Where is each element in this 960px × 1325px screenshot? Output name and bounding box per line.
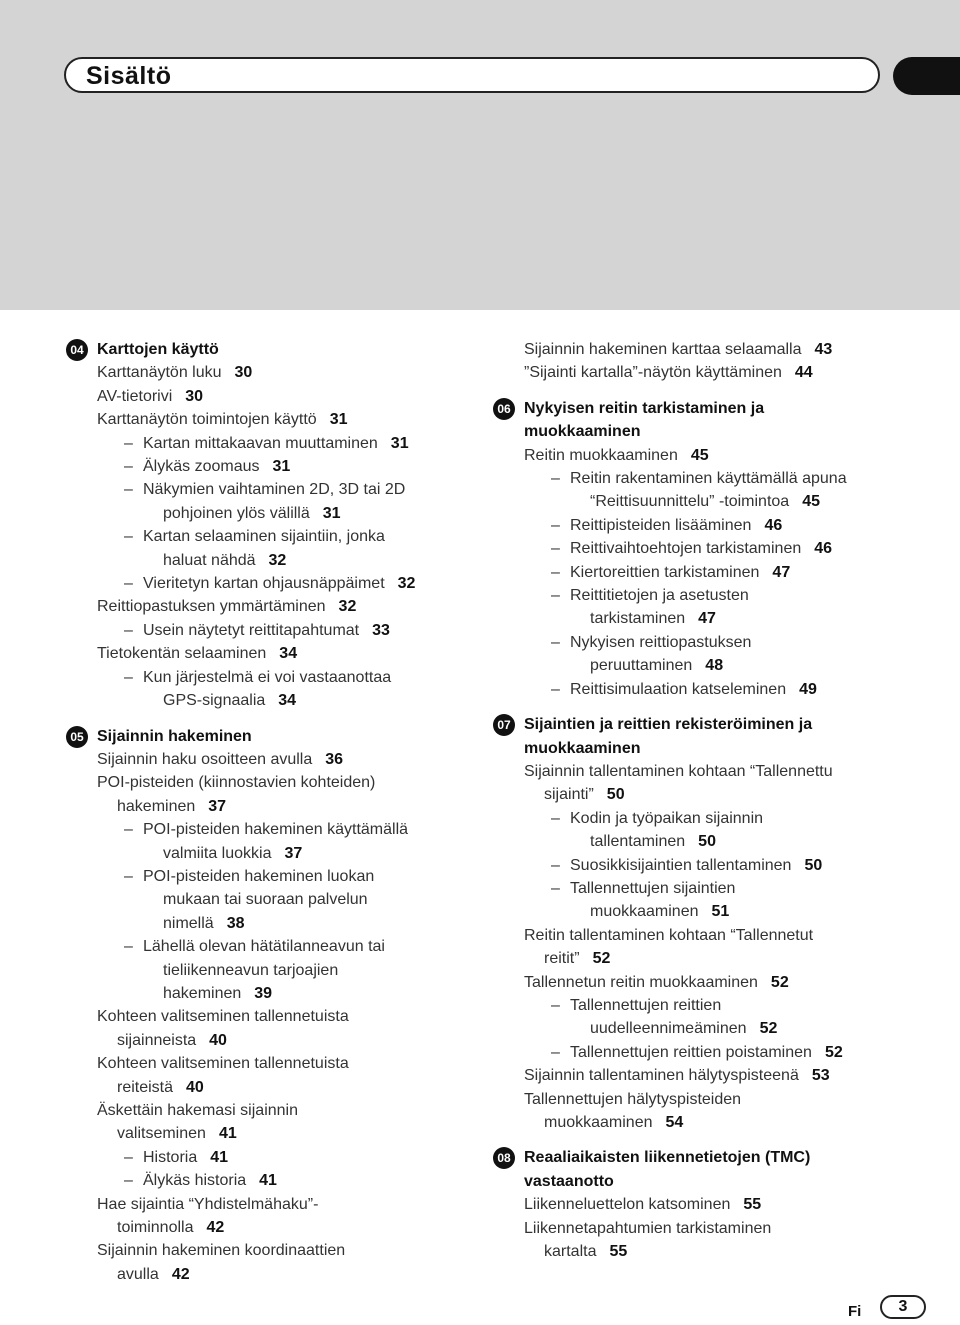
dash-marker: – xyxy=(124,1148,133,1166)
entry-text: ”Sijainti kartalla”-näytön käyttäminen xyxy=(524,364,782,382)
entry-text: Vieritetyn kartan ohjausnäppäimet xyxy=(143,575,385,593)
page-ref: 45 xyxy=(802,493,820,511)
dash-marker: – xyxy=(551,587,560,605)
toc-entry[interactable] xyxy=(66,748,466,771)
entry-text: Näkymien vaihtaminen 2D, 3D tai 2D xyxy=(143,481,406,499)
toc-entry[interactable] xyxy=(66,1052,466,1099)
dash-marker: – xyxy=(124,938,133,956)
toc-entry[interactable] xyxy=(66,525,466,572)
page-ref: 41 xyxy=(218,1125,237,1143)
entry-text: “Reittisuunnittelu” -toimintoa xyxy=(590,493,790,511)
chapter-badge: 07 xyxy=(493,714,515,736)
dash-marker: – xyxy=(124,668,133,686)
entry-text: Kun järjestelmä ei voi vastaanottaa xyxy=(143,668,392,686)
entry-text: toiminnolla xyxy=(117,1219,194,1237)
toc-entry[interactable] xyxy=(66,935,466,1005)
page-ref: 41 xyxy=(259,1172,277,1190)
toc-entry[interactable] xyxy=(66,865,466,935)
entry-text: Äskettäin hakemasi sijainnin xyxy=(97,1102,298,1119)
entry-text: muokkaaminen xyxy=(590,903,699,921)
toc-entry[interactable] xyxy=(66,1099,466,1146)
toc-entry[interactable] xyxy=(66,432,466,455)
toc-entry[interactable] xyxy=(493,1088,933,1135)
toc-entry[interactable] xyxy=(66,1239,466,1286)
toc-entry[interactable] xyxy=(493,1193,933,1216)
page-ref: 39 xyxy=(254,984,273,1002)
section-title: vastaanotto xyxy=(524,1172,614,1190)
entry-text: Kohteen valitseminen tallennetuista xyxy=(97,1008,349,1026)
entry-text: Usein näytetyt reittitapahtumat xyxy=(143,621,360,639)
entry-text: Reittipisteiden lisääminen xyxy=(570,516,752,534)
page-ref: 52 xyxy=(592,950,611,968)
toc-column-left xyxy=(66,338,466,1298)
page-ref: 33 xyxy=(372,621,390,639)
toc-entry[interactable] xyxy=(493,854,933,877)
section-title: muokkaaminen xyxy=(524,739,641,757)
page-ref: 50 xyxy=(804,856,823,874)
entry-text: tarkistaminen xyxy=(590,610,686,628)
entry-text: Sijainnin tallentaminen kohtaan “Tallennettu xyxy=(524,762,833,780)
dash-marker: – xyxy=(551,856,560,874)
language-label: Fi xyxy=(848,1303,862,1320)
toc-entry[interactable] xyxy=(493,807,933,854)
toc-entry[interactable] xyxy=(493,514,933,537)
toc-entry[interactable] xyxy=(493,584,933,631)
page-ref: 37 xyxy=(284,844,303,862)
toc-section xyxy=(493,338,933,385)
toc-entry[interactable] xyxy=(66,595,466,618)
page-ref: 36 xyxy=(325,750,344,768)
toc-section xyxy=(493,1146,933,1263)
entry-text: Kodin ja työpaikan sijainnin xyxy=(570,809,764,827)
toc-entry[interactable] xyxy=(493,467,933,514)
dash-marker: – xyxy=(551,563,560,581)
toc-entry[interactable] xyxy=(66,619,466,642)
entry-text: AV-tietorivi xyxy=(97,387,173,405)
entry-text: Tallennettujen sijaintien xyxy=(570,879,736,897)
toc-entry[interactable] xyxy=(66,1146,466,1169)
entry-text: Tietokentän selaaminen xyxy=(97,645,267,663)
entry-text: Reittiopastuksen ymmärtäminen xyxy=(97,598,326,616)
page-ref: 34 xyxy=(279,645,298,663)
section-title: Sijaintien ja reittien rekisteröiminen ja xyxy=(524,716,813,734)
toc-entry[interactable] xyxy=(66,642,466,665)
chapter-badge: 04 xyxy=(66,339,88,361)
page-ref: 38 xyxy=(226,914,245,932)
section-heading xyxy=(493,713,933,760)
entry-text: hakeminen xyxy=(117,797,196,815)
page-ref: 47 xyxy=(698,610,716,628)
toc-section xyxy=(493,397,933,701)
page-ref: 52 xyxy=(759,1020,778,1038)
section-heading xyxy=(66,725,466,748)
page-ref: 40 xyxy=(186,1078,204,1096)
toc-entry[interactable] xyxy=(66,1005,466,1052)
entry-text: Sijainnin hakeminen koordinaattien xyxy=(97,1242,346,1260)
toc-entry[interactable] xyxy=(493,1041,933,1064)
title-bar xyxy=(64,57,880,93)
page-ref: 52 xyxy=(824,1043,843,1061)
entry-text: Karttanäytön toimintojen käyttö xyxy=(97,411,317,429)
toc-entry[interactable] xyxy=(493,1217,933,1264)
dash-marker: – xyxy=(124,434,133,452)
page-ref: 31 xyxy=(322,504,341,522)
entry-text: mukaan tai suoraan palvelun xyxy=(163,891,368,909)
toc-entry[interactable] xyxy=(493,561,933,584)
dash-marker: – xyxy=(124,821,133,839)
dash-marker: – xyxy=(551,996,560,1014)
toc-entry[interactable] xyxy=(66,478,466,525)
entry-text: Reittitietojen ja asetusten xyxy=(570,587,749,605)
entry-text: GPS-signaalia xyxy=(163,692,266,710)
page-ref: 48 xyxy=(705,657,724,675)
page-ref: 42 xyxy=(206,1219,225,1237)
entry-text: Reittivaihtoehtojen tarkistaminen xyxy=(570,540,802,558)
chapter-tab xyxy=(893,57,960,95)
entry-text: uudelleennimeäminen xyxy=(590,1020,747,1038)
toc-entry[interactable] xyxy=(493,338,933,361)
dash-marker: – xyxy=(551,809,560,827)
dash-marker: – xyxy=(124,621,133,639)
chapter-badge: 05 xyxy=(66,726,88,748)
entry-text: Älykäs historia xyxy=(143,1172,247,1190)
entry-text: POI-pisteiden hakeminen luokan xyxy=(143,867,375,885)
page-ref: 37 xyxy=(208,797,227,815)
dash-marker: – xyxy=(124,458,133,476)
toc-entry[interactable] xyxy=(66,572,466,595)
dash-marker: – xyxy=(124,1172,133,1190)
entry-text: Lähellä olevan hätätilanneavun tai xyxy=(143,938,385,956)
entry-text: Reitin tallentaminen kohtaan “Tallennetut xyxy=(524,926,814,944)
dash-marker: – xyxy=(551,540,560,558)
toc-section xyxy=(493,713,933,1134)
entry-text: pohjoinen ylös välillä xyxy=(163,504,310,522)
dash-marker: – xyxy=(124,867,133,885)
entry-text: Nykyisen reittiopastuksen xyxy=(570,633,752,651)
toc-entry[interactable] xyxy=(66,455,466,478)
entry-text: Tallennettujen reittien xyxy=(570,996,722,1014)
toc-section xyxy=(66,725,466,1287)
header-band xyxy=(0,0,960,310)
page-number: 3 xyxy=(880,1295,926,1319)
toc-entry[interactable] xyxy=(493,444,933,467)
entry-text: Sijainnin tallentaminen hälytyspisteenä xyxy=(524,1067,799,1085)
page-ref: 50 xyxy=(606,786,625,804)
page-ref: 41 xyxy=(210,1148,229,1166)
page-ref: 52 xyxy=(770,973,789,991)
toc-entry[interactable] xyxy=(66,771,466,818)
page-ref: 40 xyxy=(209,1031,227,1049)
page-ref: 47 xyxy=(772,563,791,581)
section-title: Sijainnin hakeminen xyxy=(97,727,252,745)
toc-entry[interactable] xyxy=(493,994,933,1041)
page-ref: 44 xyxy=(794,364,813,382)
toc-entry[interactable] xyxy=(66,408,466,431)
dash-marker: – xyxy=(551,633,560,651)
entry-text: sijainneista xyxy=(117,1031,197,1049)
entry-text: Sijainnin haku osoitteen avulla xyxy=(97,750,313,768)
page-ref: 55 xyxy=(609,1243,628,1261)
toc-entry[interactable] xyxy=(493,678,933,701)
chapter-badge: 08 xyxy=(493,1147,515,1169)
page-ref: 46 xyxy=(814,540,833,558)
entry-text: Suosikkisijaintien tallentaminen xyxy=(570,856,792,874)
chapter-badge: 06 xyxy=(493,398,515,420)
entry-text: Liikenneluettelon katsominen xyxy=(524,1196,731,1214)
page-ref: 55 xyxy=(743,1196,762,1214)
entry-text: Karttanäytön luku xyxy=(97,364,222,382)
entry-text: Reittisimulaation katseleminen xyxy=(570,680,787,698)
entry-text: tallentaminen xyxy=(590,833,686,851)
entry-text: Reitin rakentaminen käyttämällä apuna xyxy=(570,470,847,488)
page-ref: 32 xyxy=(338,598,357,616)
entry-text: Historia xyxy=(143,1148,198,1166)
dash-marker: – xyxy=(551,470,560,488)
entry-text: Tallennetun reitin muokkaaminen xyxy=(524,973,758,991)
dash-marker: – xyxy=(124,575,133,593)
entry-text: Reitin muokkaaminen xyxy=(524,446,678,464)
entry-text: Kartan mittakaavan muuttaminen xyxy=(143,434,378,452)
toc-section xyxy=(66,338,466,713)
entry-text: hakeminen xyxy=(163,984,242,1002)
entry-text: Tallennettujen hälytyspisteiden xyxy=(524,1090,742,1108)
entry-text: Kiertoreittien tarkistaminen xyxy=(570,563,760,581)
entry-text: reitit” xyxy=(544,950,580,968)
dash-marker: – xyxy=(551,516,560,534)
page-ref: 43 xyxy=(814,341,833,358)
toc-column-right xyxy=(493,338,933,1275)
entry-text: avulla xyxy=(117,1265,159,1283)
page-ref: 30 xyxy=(234,364,253,382)
toc-entry[interactable] xyxy=(66,818,466,865)
toc-entry[interactable] xyxy=(66,1193,466,1240)
entry-text: POI-pisteiden (kiinnostavien kohteiden) xyxy=(97,774,376,792)
toc-entry[interactable] xyxy=(66,1169,466,1192)
entry-text: sijainti” xyxy=(544,786,594,804)
entry-text: valitseminen xyxy=(117,1125,206,1143)
entry-text: Hae sijaintia “Yhdistelmähaku”- xyxy=(97,1195,319,1213)
toc-entry[interactable] xyxy=(493,361,933,384)
entry-text: Sijainnin hakeminen karttaa selaamalla xyxy=(524,341,802,358)
page-ref: 34 xyxy=(278,692,297,710)
entry-text: reiteistä xyxy=(117,1078,174,1096)
dash-marker: – xyxy=(551,1043,560,1061)
page-ref: 31 xyxy=(390,434,409,452)
entry-text: Kartan selaaminen sijaintiin, jonka xyxy=(143,528,385,546)
entry-text: Tallennettujen reittien poistaminen xyxy=(570,1043,812,1061)
page-ref: 32 xyxy=(268,551,287,569)
section-heading xyxy=(66,338,466,361)
section-title: Nykyisen reitin tarkistaminen ja xyxy=(524,399,765,417)
section-title: Reaaliaikaisten liikennetietojen (TMC) xyxy=(524,1149,811,1167)
toc-entry[interactable] xyxy=(493,631,933,678)
toc-entry[interactable] xyxy=(493,760,933,807)
toc-entry[interactable] xyxy=(493,1064,933,1087)
toc-entry[interactable] xyxy=(493,537,933,560)
page-ref: 45 xyxy=(690,446,709,464)
entry-text: Älykäs zoomaus xyxy=(143,458,260,476)
entry-text: tieliikenneavun tarjoajien xyxy=(163,961,339,979)
page-ref: 54 xyxy=(665,1114,684,1131)
entry-text: Kohteen valitseminen tallennetuista xyxy=(97,1055,349,1073)
entry-text: Liikennetapahtumien tarkistaminen xyxy=(524,1219,772,1237)
toc-entry[interactable] xyxy=(66,666,466,713)
section-heading xyxy=(493,397,933,444)
page-ref: 31 xyxy=(272,458,291,476)
entry-text: valmiita luokkia xyxy=(163,844,272,862)
page-title: Sisältö xyxy=(86,62,172,90)
page-ref: 50 xyxy=(698,833,716,851)
toc-entry[interactable] xyxy=(66,385,466,408)
entry-text: nimellä xyxy=(163,914,214,932)
entry-text: haluat nähdä xyxy=(163,551,256,569)
section-title: Karttojen käyttö xyxy=(97,341,219,358)
page-ref: 49 xyxy=(799,680,817,698)
dash-marker: – xyxy=(124,481,133,499)
toc-entry[interactable] xyxy=(493,924,933,971)
toc-entry[interactable] xyxy=(493,971,933,994)
section-heading xyxy=(493,1146,933,1193)
toc-entry[interactable] xyxy=(493,877,933,924)
entry-text: muokkaaminen xyxy=(544,1114,653,1131)
page-ref: 51 xyxy=(711,903,730,921)
page-ref: 30 xyxy=(185,387,204,405)
entry-text: peruuttaminen xyxy=(590,657,693,675)
dash-marker: – xyxy=(124,528,133,546)
page-ref: 53 xyxy=(811,1067,830,1085)
dash-marker: – xyxy=(551,680,560,698)
dash-marker: – xyxy=(551,879,560,897)
page-ref: 42 xyxy=(171,1265,190,1283)
entry-text: POI-pisteiden hakeminen käyttämällä xyxy=(143,821,409,839)
page-ref: 31 xyxy=(329,411,348,429)
section-title: muokkaaminen xyxy=(524,423,641,441)
page-ref: 32 xyxy=(397,575,416,593)
entry-text: kartalta xyxy=(544,1243,597,1261)
page-ref: 46 xyxy=(764,516,783,534)
toc-entry[interactable] xyxy=(66,361,466,384)
